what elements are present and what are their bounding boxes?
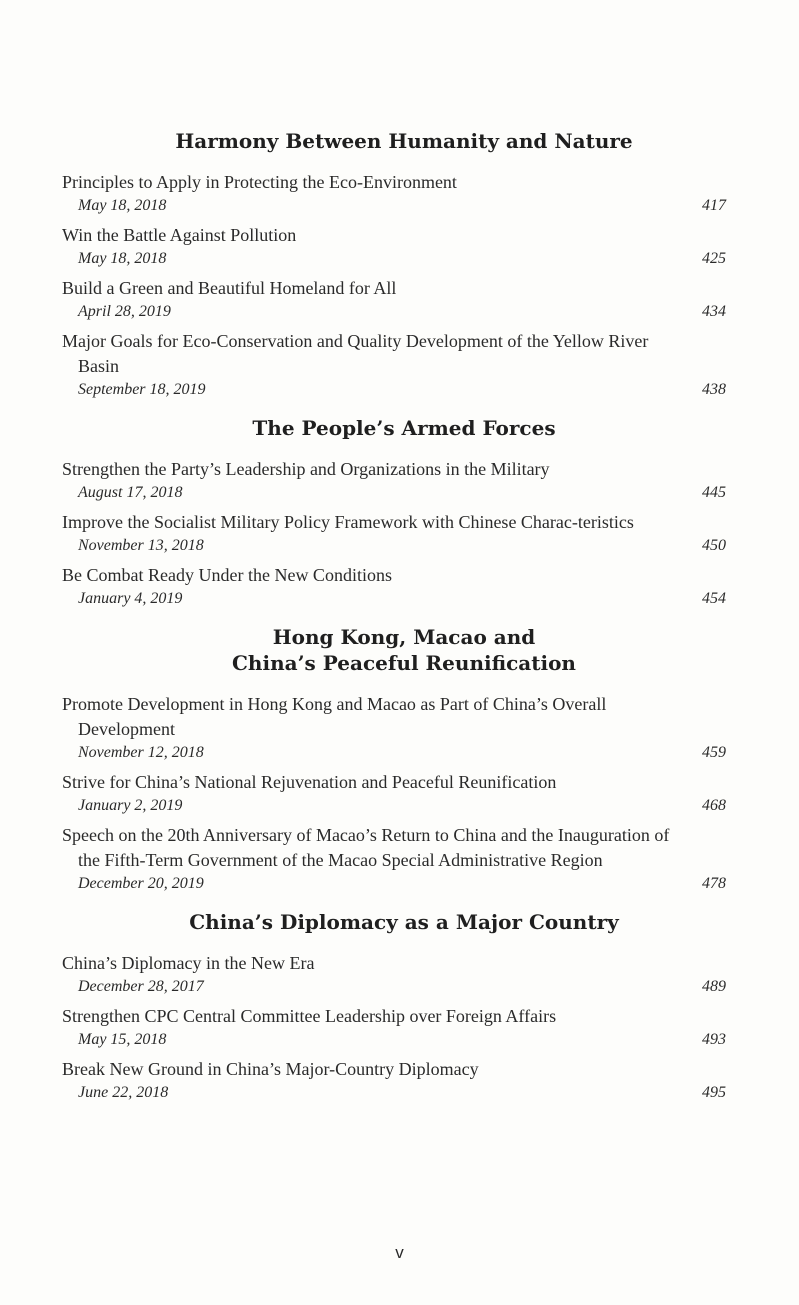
entry-title: China’s Diplomacy in the New Era	[62, 953, 315, 973]
entry-page-number: 468	[702, 797, 726, 814]
toc-entry[interactable]	[62, 823, 734, 895]
entry-date: December 28, 2017	[78, 978, 204, 995]
toc-entry[interactable]	[62, 457, 734, 504]
entry-page-number: 489	[702, 978, 726, 995]
entry-date: May 18, 2018	[78, 197, 167, 214]
entry-date: December 20, 2019	[78, 875, 204, 892]
entry-title: Major Goals for Eco-Conservation and Quality Development of the Yellow River Basin	[62, 331, 649, 376]
entry-page-number: 493	[702, 1031, 726, 1048]
entry-title: Strengthen CPC Central Committee Leadership over Foreign Affairs	[62, 1006, 557, 1026]
entry-date: May 15, 2018	[78, 1031, 167, 1048]
entry-page-number: 478	[702, 875, 726, 892]
entry-title: Break New Ground in China’s Major-Country Diplomacy	[62, 1059, 479, 1079]
toc-entry[interactable]	[62, 563, 734, 610]
entry-title: Principles to Apply in Protecting the Eco-Environment	[62, 172, 457, 192]
entry-page-number: 417	[702, 197, 726, 214]
entry-title: Be Combat Ready Under the New Conditions	[62, 565, 392, 585]
section-title: Hong Kong, Macao and China’s Peaceful Reunification	[232, 625, 576, 675]
toc-section	[62, 909, 734, 1104]
entry-page-number: 454	[702, 590, 726, 607]
toc-entry[interactable]	[62, 223, 734, 270]
toc-entry[interactable]	[62, 170, 734, 217]
toc-section	[62, 624, 734, 895]
toc-section	[62, 128, 734, 401]
entry-page-number: 495	[702, 1084, 726, 1101]
toc-entry[interactable]	[62, 692, 734, 764]
entry-title: Strive for China’s National Rejuvenation and Peaceful Reunification	[62, 772, 557, 792]
entry-page-number: 434	[702, 303, 726, 320]
entry-title: Strengthen the Party’s Leadership and Organizations in the Military	[62, 459, 550, 479]
page-number: v	[395, 1243, 404, 1262]
entry-date: August 17, 2018	[78, 484, 183, 501]
entry-page-number: 445	[702, 484, 726, 501]
toc-section	[62, 415, 734, 610]
entry-date: January 2, 2019	[78, 797, 183, 814]
toc-entry[interactable]	[62, 329, 734, 401]
entry-page-number: 459	[702, 744, 726, 761]
entry-page-number: 425	[702, 250, 726, 267]
entry-date: April 28, 2019	[78, 303, 171, 320]
table-of-contents	[62, 128, 734, 1118]
entry-date: September 18, 2019	[78, 381, 206, 398]
section-title: China’s Diplomacy as a Major Country	[189, 910, 619, 934]
entry-date: June 22, 2018	[78, 1084, 169, 1101]
section-title: Harmony Between Humanity and Nature	[175, 129, 633, 153]
toc-entry[interactable]	[62, 1057, 734, 1104]
entry-date: January 4, 2019	[78, 590, 183, 607]
toc-entry[interactable]	[62, 951, 734, 998]
entry-title: Promote Development in Hong Kong and Macao as Part of China’s Overall Development	[62, 694, 607, 739]
entry-title: Improve the Socialist Military Policy Framework with Chinese Charac-teristics	[62, 512, 634, 532]
entry-title: Build a Green and Beautiful Homeland for All	[62, 278, 397, 298]
toc-entry[interactable]	[62, 770, 734, 817]
entry-date: November 13, 2018	[78, 537, 204, 554]
section-title: The People’s Armed Forces	[252, 416, 556, 440]
entry-date: May 18, 2018	[78, 250, 167, 267]
entry-date: November 12, 2018	[78, 744, 204, 761]
entry-page-number: 438	[702, 381, 726, 398]
entry-title: Speech on the 20th Anniversary of Macao’s Return to China and the Inauguration of the Fifth-Term Government of the Macao Special Administrative Region	[62, 825, 670, 870]
entry-page-number: 450	[702, 537, 726, 554]
toc-entry[interactable]	[62, 510, 734, 557]
entry-title: Win the Battle Against Pollution	[62, 225, 297, 245]
toc-entry[interactable]	[62, 1004, 734, 1051]
toc-entry[interactable]	[62, 276, 734, 323]
